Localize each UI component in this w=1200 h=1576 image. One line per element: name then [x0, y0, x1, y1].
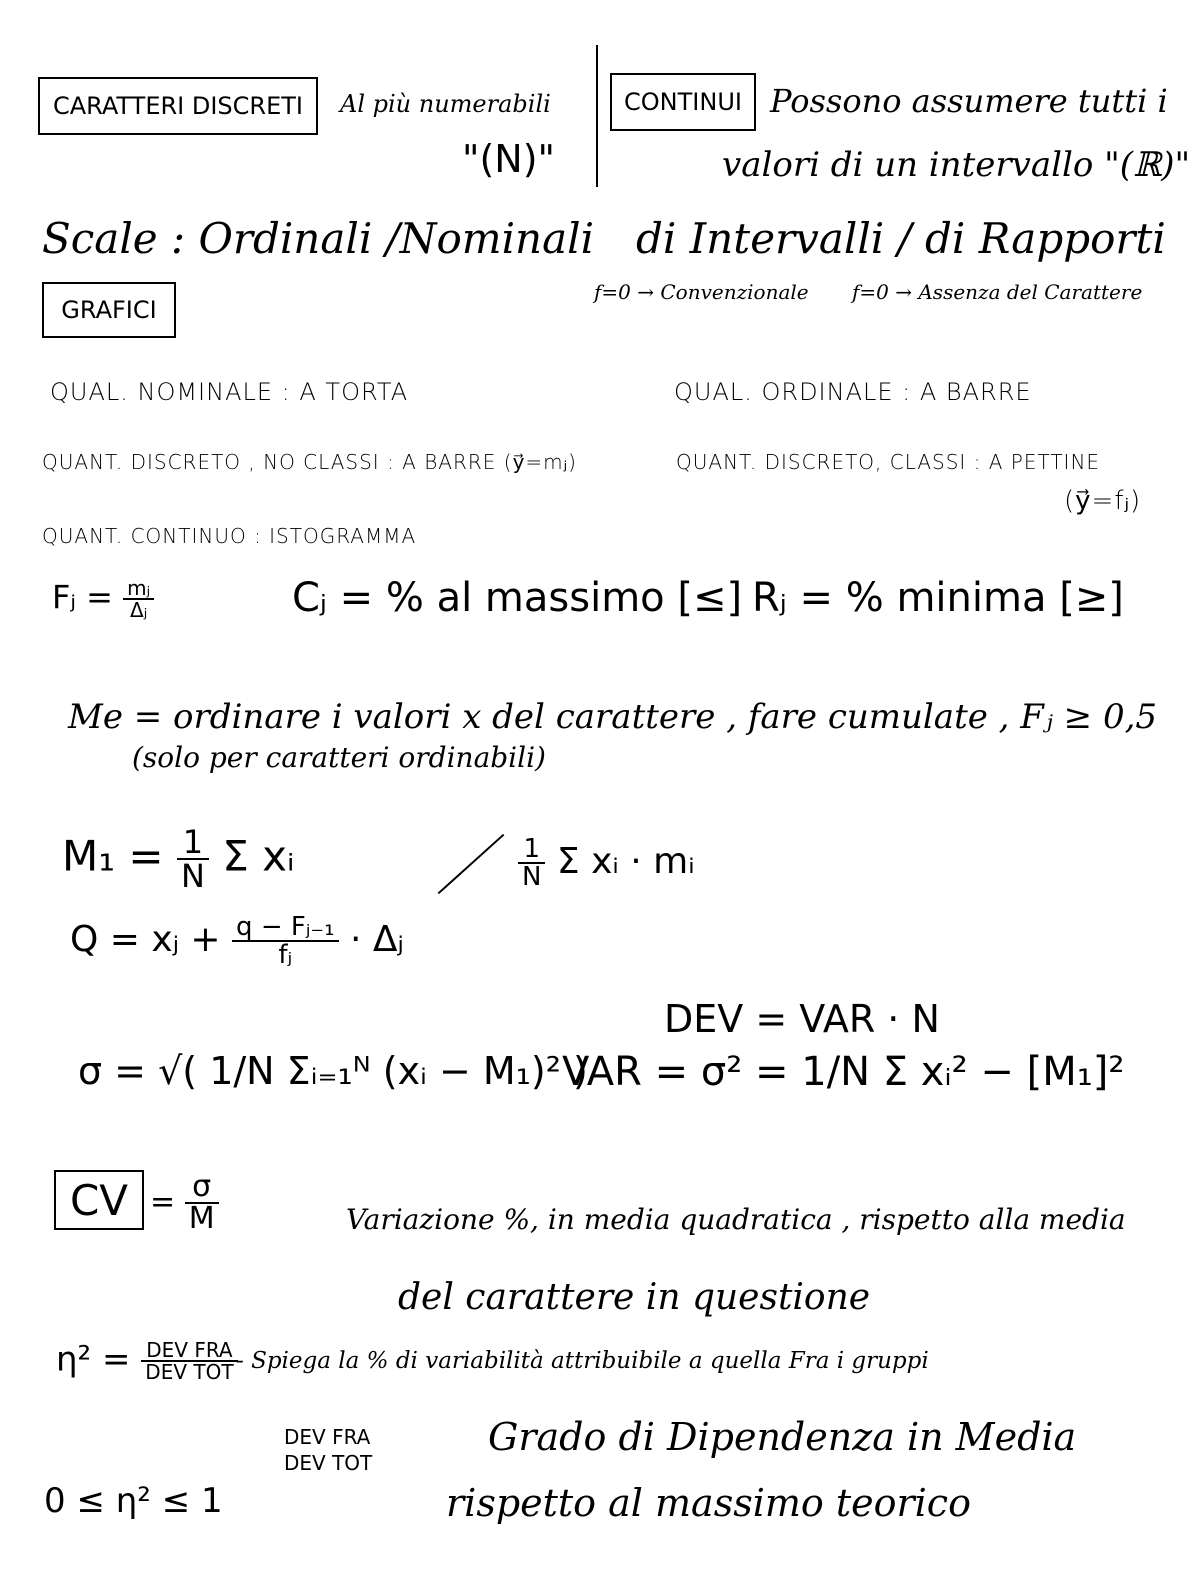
graph-quant-continuo: QUANT. CONTINUO : ISTOGRAMMA [42, 524, 417, 548]
eta-small-fraction: DEV FRA DEV TOT [284, 1425, 373, 1475]
scale-note-right: f=0 → Assenza del Carattere [852, 280, 1143, 304]
caratteri-discreti-box: CARATTERI DISCRETI [38, 77, 318, 135]
cv-description-line1: Variazione %, in media quadratica , rispetto alla media [346, 1203, 1126, 1236]
graph-pettine-axis: (y⃗=fⱼ) [1064, 486, 1142, 516]
formula-cj: Cⱼ = % al massimo [≤] [292, 575, 743, 621]
cv-description-line2: del carattere in questione [398, 1277, 871, 1318]
formula-cv: = $\frac{\sigma}{M}$ [150, 1172, 219, 1234]
graph-qual-ordinale: QUAL. ORDINALE : A BARRE [674, 378, 1032, 406]
continui-description-line2: valori di un intervallo "(ℝ)" [722, 145, 1191, 185]
mean-separator [438, 834, 505, 894]
cv-box: CV [54, 1170, 144, 1230]
grafici-box: GRAFICI [42, 282, 176, 338]
scale-left: Scale : Ordinali /Nominali [42, 214, 595, 263]
graph-quant-discreto-classi: QUANT. DISCRETO, CLASSI : A PETTINE [676, 450, 1101, 474]
formula-mean-weighted: $\frac{1}{N}$ Σ xᵢ · mᵢ [518, 836, 695, 890]
formula-eta: η² = $\frac{\text{DEV FRA}}{\text{DEV TOT}}$ [56, 1340, 238, 1382]
formula-rj: Rⱼ = % minima [≥] [752, 575, 1124, 621]
continui-box: CONTINUI [610, 73, 756, 131]
rispetto-massimo: rispetto al massimo teorico [446, 1481, 971, 1525]
formula-mean: M₁ = $\frac{1}{N}$ Σ xᵢ [62, 823, 295, 895]
formula-sigma: σ = √( 1/N Σᵢ₌₁ᴺ (xᵢ − M₁)² ) [78, 1049, 588, 1093]
graph-quant-discreto-no-classi: QUANT. DISCRETO , NO CLASSI : A BARRE (y⃗=mⱼ) [42, 450, 577, 474]
eta-description: - Spiega la % di variabilità attribuibile a quella Fra i gruppi [236, 1348, 929, 1374]
formula-fs: Fⱼ = $\frac{\text{mⱼ}}{\text{Δⱼ}}$ [52, 578, 154, 620]
discreti-set: "(N)" [462, 137, 556, 181]
discreti-description: Al più numerabili [340, 90, 551, 118]
graph-qual-nominale: QUAL. NOMINALE : A TORTA [50, 378, 409, 406]
formula-quantile: Q = xⱼ + $\frac{\text{q − Fⱼ₋₁}}{\text{fⱼ}}$ · Δⱼ [70, 912, 404, 970]
formula-median-note: (solo per caratteri ordinabili) [132, 741, 546, 774]
formula-median: Me = ordinare i valori x del carattere , fare cumulate , Fⱼ ≥ 0,5 [68, 697, 1158, 737]
formula-var: VAR = σ² = 1/N Σ xᵢ² − [M₁]² [562, 1049, 1125, 1095]
scale-right: di Intervalli / di Rapporti [636, 214, 1166, 263]
header-divider [596, 45, 598, 187]
continui-description-line1: Possono assumere tutti i [770, 82, 1168, 120]
eta-range: 0 ≤ η² ≤ 1 [44, 1481, 223, 1521]
grado-dipendenza: Grado di Dipendenza in Media [488, 1415, 1077, 1459]
scale-note-left: f=0 → Convenzionale [594, 280, 809, 304]
formula-dev: DEV = VAR · N [664, 997, 940, 1041]
